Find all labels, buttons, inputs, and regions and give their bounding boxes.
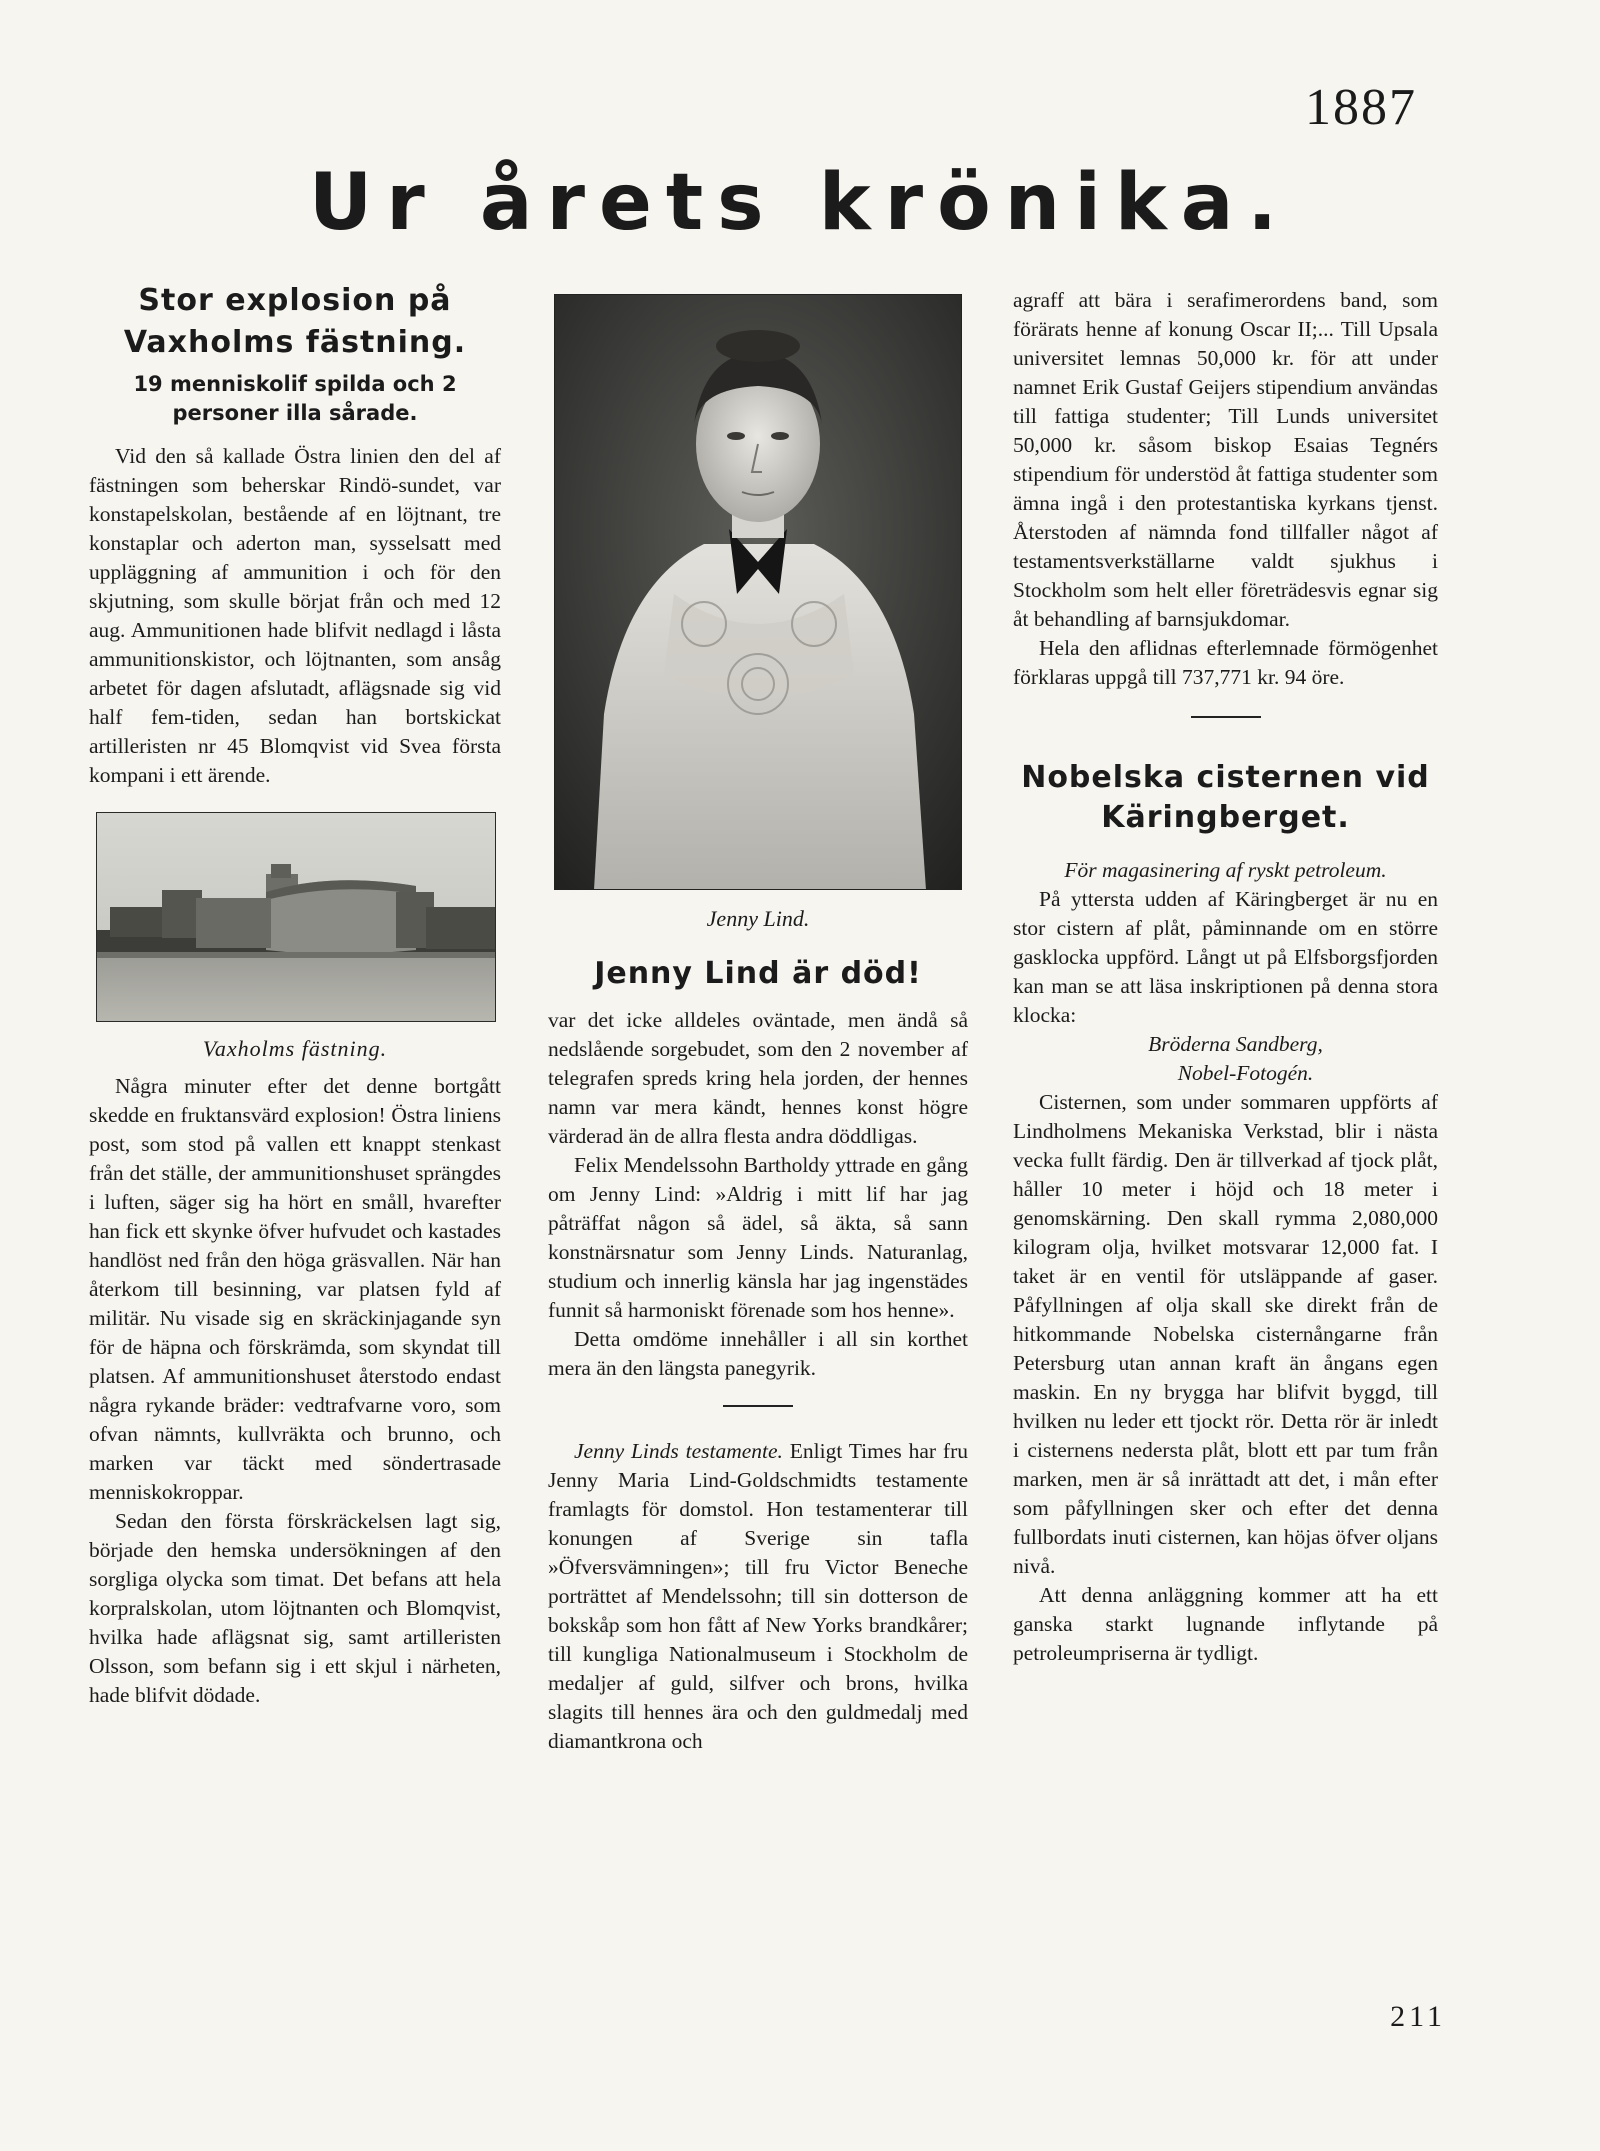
fortress-photo	[96, 812, 496, 1022]
column-1	[89, 280, 501, 1710]
inscription-line: Nobel-Fotogén.	[1177, 1061, 1314, 1085]
column-2	[548, 280, 968, 1756]
fortress-image	[96, 812, 496, 1022]
article-body-testament	[548, 1437, 968, 1756]
section-divider	[723, 1405, 793, 1407]
paragraph: Hela den aflidnas efterlemnade förmögenhet förklaras uppgå till 737,771 kr. 94 öre.	[1013, 636, 1438, 689]
jenny-lind-portrait	[554, 294, 962, 890]
testament-lead: Jenny Linds testamente.	[574, 1439, 783, 1463]
paragraph: agraff att bära i serafimerordens band, som förärats henne af konung Oscar II;... Till Upsala universitet lemnas 50,000 kr. för att under namnet Erik Gustaf Geijers stipendium användas till fattiga studenter; Till Lunds universitet 50,000 kr. såsom biskop Esaias Tegnérs stipendium för understöd åt fattiga studenter som ämna ingå i den protestantiska kyrkans tjenst. Återstoden af nämnda fond tillfaller något af testamentsverkställarne valdt sjukhus i Stockholm som helt eller företrädesvis egnar sig åt behandling af barnsjukdomar.	[1013, 288, 1438, 631]
paragraph: Vid den så kallade Östra linien den del af fästningen som beherskar Rindö-sundet, var konstapelskolan, bestående af en löjtnant, tre konstaplar och aderton man, sysselsatt med uppläggning af ammunition i och för den skjutning, som skulle börjat från och med 12 aug. Ammunitionen hade blifvit nedlagd i låsta ammunitionskistor, och löjtnanten, som ansåg arbetet för dagen afslutadt, aflägsnade sig vid half fem-tiden, sedan han bortskickat artilleristen nr 45 Blomqvist vid Svea första kompani i ett ärende.	[89, 444, 501, 787]
article-subheadline-explosion: 19 menniskolif spilda och 2 personer illa sårade.	[133, 372, 457, 425]
paragraph: var det icke alldeles oväntade, men ändå så nedslående sorgebudet, som den 2 november af telegrafen spreds kring hela jorden, der hennes namn var mera kändt, hennes konst högre värderad än de allra flesta andra döddligas.	[548, 1008, 968, 1148]
paragraph: På yttersta udden af Käringberget är nu en stor cistern af plåt, påminnande om en större gasklocka uppförd. Långt ut på Elfsborgsfjorden kan man se att läsa inskriptionen på denna stora klocka:	[1013, 887, 1438, 1027]
paragraph: Detta omdöme innehåller i all sin korthet mera än den längsta panegyrik.	[548, 1327, 968, 1380]
inscription-line: Bröderna Sandberg,	[1148, 1032, 1323, 1056]
column-3	[1013, 280, 1438, 1668]
portrait-caption: Jenny Lind.	[706, 906, 810, 931]
testament-text: Enligt Times har fru Jenny Maria Lind-Goldschmidts testamente framlagts för domstol. Hon testamenterar till konungen af Sverige sin tafla »Öfversvämningen»; till fru Victor Beneche porträttet af Mendelssohn; till sin dotterson de bokskåp som hon fått af New Yorks brandkårer; till kungliga Nationalmuseum i Stockholm de medaljer af guld, silfver och brons, hvilka slagits till hennes ära och den guldmedalj med diamantkrona och	[548, 1439, 968, 1753]
paragraph: Sedan den första förskräckelsen lagt sig, började den hemska undersökningen af den sorgliga olycka som timat. Det befans att hela korpralskolan, utom löjtnanten och Blomqvist, hvilka hade aflägsnat sig, samt artilleristen Olsson, som befann sig i ett skjul i närheten, hade blifvit dödade.	[89, 1509, 501, 1707]
fortress-caption: Vaxholms fästning.	[202, 1036, 388, 1061]
paragraph: Att denna anläggning kommer att ha ett ganska starkt lugnande inflytande på petroleumpriserna är tydligt.	[1013, 1583, 1438, 1665]
article-headline-nobel-cistern: Nobelska cisternen vid Käringberget.	[1021, 760, 1430, 835]
paragraph: Några minuter efter det denne bortgått skedde en fruktansvärd explosion! Östra liniens post, som stod på vallen ett knappt stenkast från det ställe, der ammunitionshuset sprängdes i luften, säger sig ha hört en småll, hvarefter han fick ett skynke öfver hufvudet och kastades handlöst ned från den höga gräsvallen. När han återkom till besinning, var platsen fyld af militär. Nu visade sig en skräckinjagande syn för de häpna och förskrämda, som skyndat till platsen. Af ammunitionshuset återstodo endast några rykande bräder: vedtrafvarne voro, som ofvan nämnts, kullvräkta och brunno, och marken var täckt med söndertrasade menniskokroppar.	[89, 1074, 501, 1504]
article-subheadline-nobel-cistern: För magasinering af ryskt petroleum.	[1064, 858, 1387, 882]
portrait-image	[554, 294, 962, 890]
article-body-testament-continued	[1013, 286, 1438, 692]
article-headline-explosion: Stor explosion på Vaxholms fästning.	[123, 283, 467, 360]
page-number: 211	[1390, 2000, 1446, 2033]
paragraph: Felix Mendelssohn Bartholdy yttrade en gång om Jenny Lind: »Aldrig i mitt lif har jag påträffat någon så ädel, så äkta, så sann konstnärsnatur som Jenny Linds. Naturanlag, studium och innerlig känsla har jag ingenstädes funnit så harmoniskt förenade som hos henne».	[548, 1153, 968, 1322]
paragraph: Cisternen, som under sommaren uppförts af Lindholmens Mekaniska Verkstad, blir i nästa vecka fullt färdig. Den är tillverkad af tjock plåt, håller 10 meter i höjd och 18 meter i genomskärning. Den skall rymma 2,080,000 kilogram olja, hvilket motsvarar 12,000 fat. I taket är en ventil för utsläppande af gaser. Påfyllningen af olja skall ske direkt från de hitkommande Nobelska cisternångarne från Petersburg utan annan kraft än ångans egen maskin. En ny brygga har blifvit byggd, till hvilken nu leder ett tjockt rör. Detta rör är inledt i cisternens nedersta plåt, blott ett par tum från marken, men är så inrättadt att det, i mån efter som påfyllningen sker och efter det denna fullbordats inuti cisternen, kan höjas öfver oljans nivå.	[1013, 1090, 1438, 1578]
article-headline-jenny-lind: Jenny Lind är död!	[594, 956, 922, 991]
section-divider	[1191, 716, 1261, 718]
page-title: Ur årets krönika.	[308, 158, 1292, 248]
article-body-explosion-part1	[89, 442, 501, 790]
article-body-explosion-part2	[89, 1072, 501, 1710]
article-body-jenny-lind	[548, 1006, 968, 1383]
year-marker: 1887	[1305, 79, 1417, 136]
article-body-nobel-cistern	[1013, 885, 1438, 1668]
